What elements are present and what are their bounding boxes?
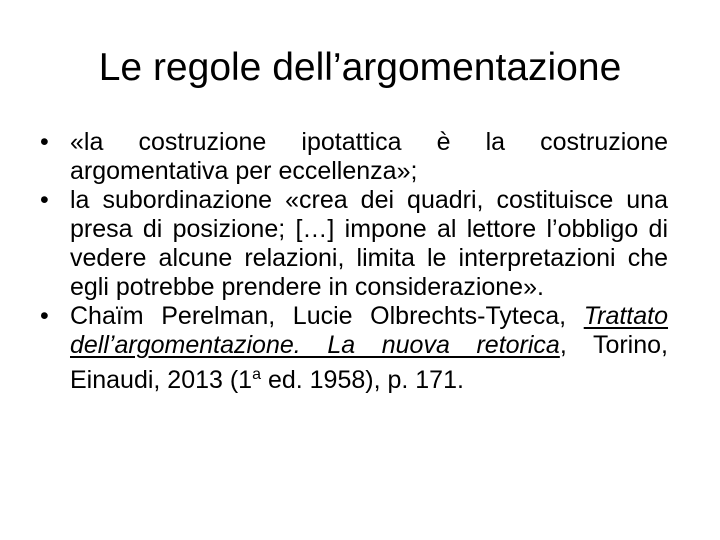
bullet-dot-icon: • (40, 302, 49, 330)
bullet-item-citation (40, 302, 668, 395)
bullet-item-subordinazione (40, 186, 668, 302)
citation-book-title: Trattato dell’argomentazione. La nuova retorica (70, 302, 669, 359)
bullet-dot-icon: • (40, 186, 49, 214)
bullet-text: la subordinazione «crea dei quadri, costituisce una presa di posizione; […] impone al lettore l’obbligo di vedere alcune relazioni, limita le interpretazioni che egli potrebbe prendere in considerazione». (70, 186, 668, 301)
slide-title: Le regole dell’argomentazione (98, 46, 622, 89)
bullet-text: «la costruzione ipotattica è la costruzione argomentativa per eccellenza»; (70, 128, 668, 185)
citation-details: , Torino, Einaudi, 2013 (1 (70, 331, 668, 394)
bullet-item-ipotattica (40, 128, 668, 186)
citation-authors: Chaïm Perelman, Lucie Olbrechts-Tyteca, (70, 302, 567, 330)
citation-details-end: ed. 1958), p. 171. (261, 366, 464, 394)
bullet-list (40, 128, 668, 395)
citation-edition-superscript: a (252, 366, 261, 383)
bullet-dot-icon: • (40, 128, 49, 156)
